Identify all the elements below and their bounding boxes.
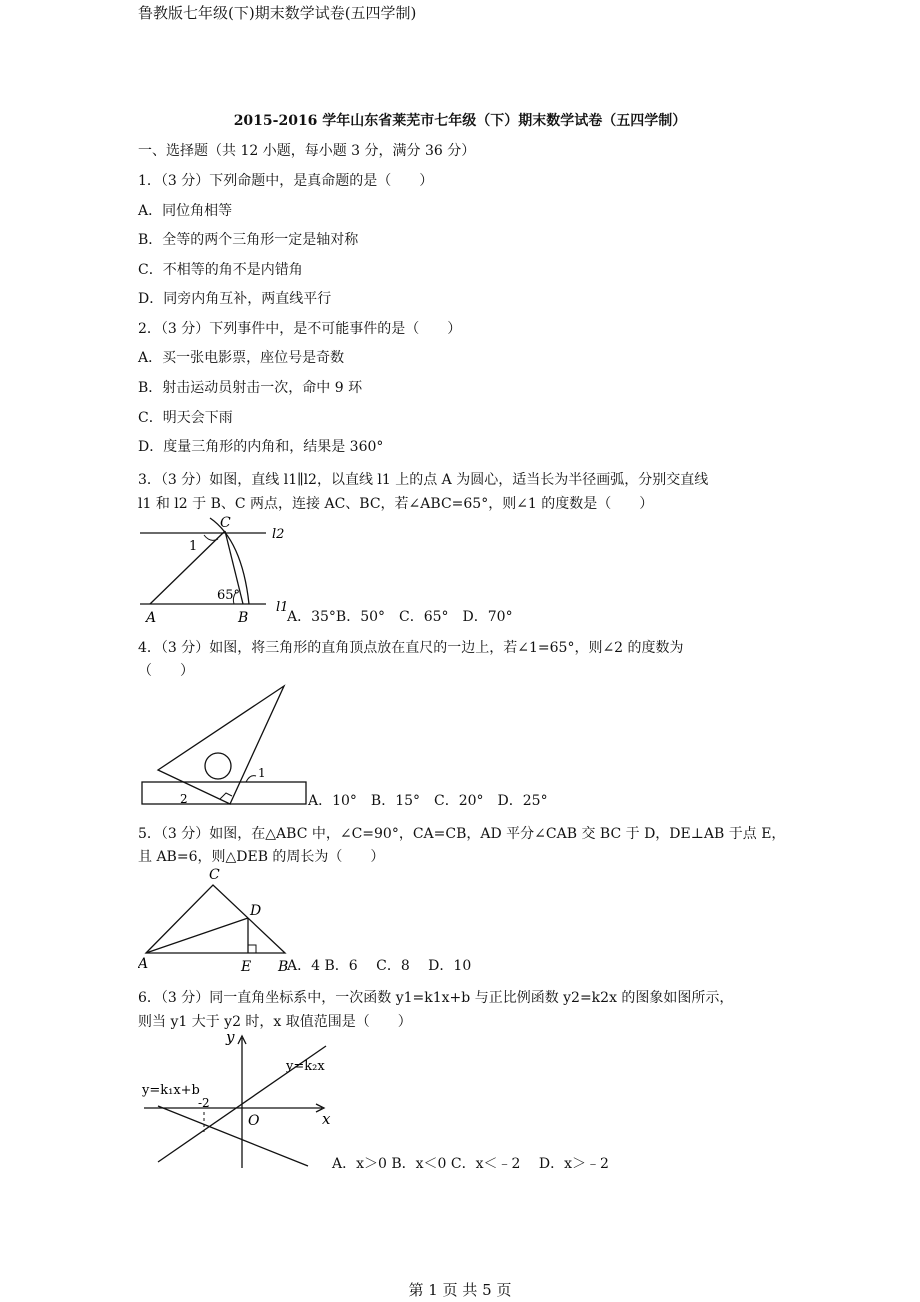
q3-label-b: B: [238, 610, 249, 626]
q6-label-line2: y=k₂x: [286, 1059, 325, 1074]
q5-options: A．4 B．6 C．8 D．10: [287, 958, 472, 974]
q5-label-c: C: [209, 867, 220, 883]
q5-label-d: D: [250, 903, 262, 919]
q1-stem: 1．（3 分）下列命题中，是真命题的是（ ）: [138, 173, 434, 189]
q6-label-line1: y=k₁x+b: [142, 1083, 200, 1098]
q2-stem: 2．（3 分）下列事件中，是不可能事件的是（ ）: [138, 321, 462, 337]
q6-figure: [138, 1028, 338, 1172]
q6-label-y: y: [226, 1028, 235, 1046]
q3-options: A．35°B．50° C．65° D．70°: [287, 609, 513, 625]
q5-label-b: B: [278, 959, 289, 975]
q6-stem-line1: 6．（3 分）同一直角坐标系中，一次函数 y1=k1x+b 与正比例函数 y2=k2x 的图象如图所示，: [138, 990, 734, 1006]
q4-options: A．10° B．15° C．20° D．25°: [308, 793, 548, 809]
q3-label-l2: l2: [272, 527, 285, 542]
q3-label-a: A: [146, 610, 157, 626]
q1-option-d: D．同旁内角互补，两直线平行: [138, 291, 332, 307]
q1-option-c: C．不相等的角不是内错角: [138, 262, 303, 278]
q1-option-a: A．同位角相等: [138, 203, 233, 219]
q4-label-angle2: 2: [180, 792, 188, 806]
q3-label-angle65: 65°: [217, 588, 241, 603]
q3-label-l1: l1: [276, 600, 289, 615]
q3-stem-line2: l1 和 l2 于 B、C 两点，连接 AC、BC，若∠ABC=65°，则∠1 的度数是（ ）: [138, 496, 654, 512]
q4-label-angle1: 1: [258, 766, 266, 780]
q5-label-a: A: [138, 956, 149, 972]
q5-label-e: E: [241, 959, 252, 975]
q3-label-angle1: 1: [189, 539, 198, 554]
q6-label-neg2: -2: [198, 1096, 210, 1110]
exam-title: 2015-2016 学年山东省莱芜市七年级（下）期末数学试卷（五四学制）: [233, 113, 687, 129]
q4-stem-line2: （ ）: [138, 663, 194, 679]
q5-stem-line1: 5．（3 分）如图，在△ABC 中，∠C=90°，CA=CB，AD 平分∠CAB 交 BC 于 D，DE⊥AB 于点 E，: [138, 826, 786, 842]
q4-stem-line1: 4．（3 分）如图，将三角形的直角顶点放在直尺的一边上，若∠1=65°，则∠2 的度数为: [138, 640, 684, 656]
q2-option-b: B．射击运动员射击一次，命中 9 环: [138, 380, 363, 396]
q5-figure: [138, 864, 298, 976]
section-heading: 一、选择题（共 12 小题，每小题 3 分，满分 36 分）: [138, 143, 476, 159]
q3-label-c: C: [220, 515, 231, 531]
q2-option-a: A．买一张电影票，座位号是奇数: [138, 350, 345, 366]
q5-stem-line2: 且 AB=6，则△DEB 的周长为（ ）: [138, 849, 385, 865]
q3-figure: [138, 512, 293, 628]
q6-options: A．x＞0 B．x＜0 C．x＜﹣2 D．x＞﹣2: [332, 1156, 609, 1172]
page-footer: 第 1 页 共 5 页: [408, 1281, 512, 1299]
q3-stem-line1: 3．（3 分）如图，直线 l1∥l2，以直线 l1 上的点 A 为圆心，适当长为半径画弧，分别交直线: [138, 472, 709, 488]
q2-option-c: C．明天会下雨: [138, 410, 233, 426]
q6-label-x: x: [322, 1110, 331, 1128]
q6-label-origin: O: [248, 1113, 260, 1129]
q6-stem-line2: 则当 y1 大于 y2 时，x 取值范围是（ ）: [138, 1014, 412, 1030]
q2-option-d: D．度量三角形的内角和，结果是 360°: [138, 439, 384, 455]
page-header: 鲁教版七年级(下)期末数学试卷(五四学制): [138, 4, 417, 22]
q4-figure: [138, 682, 310, 808]
q1-option-b: B．全等的两个三角形一定是轴对称: [138, 232, 359, 248]
